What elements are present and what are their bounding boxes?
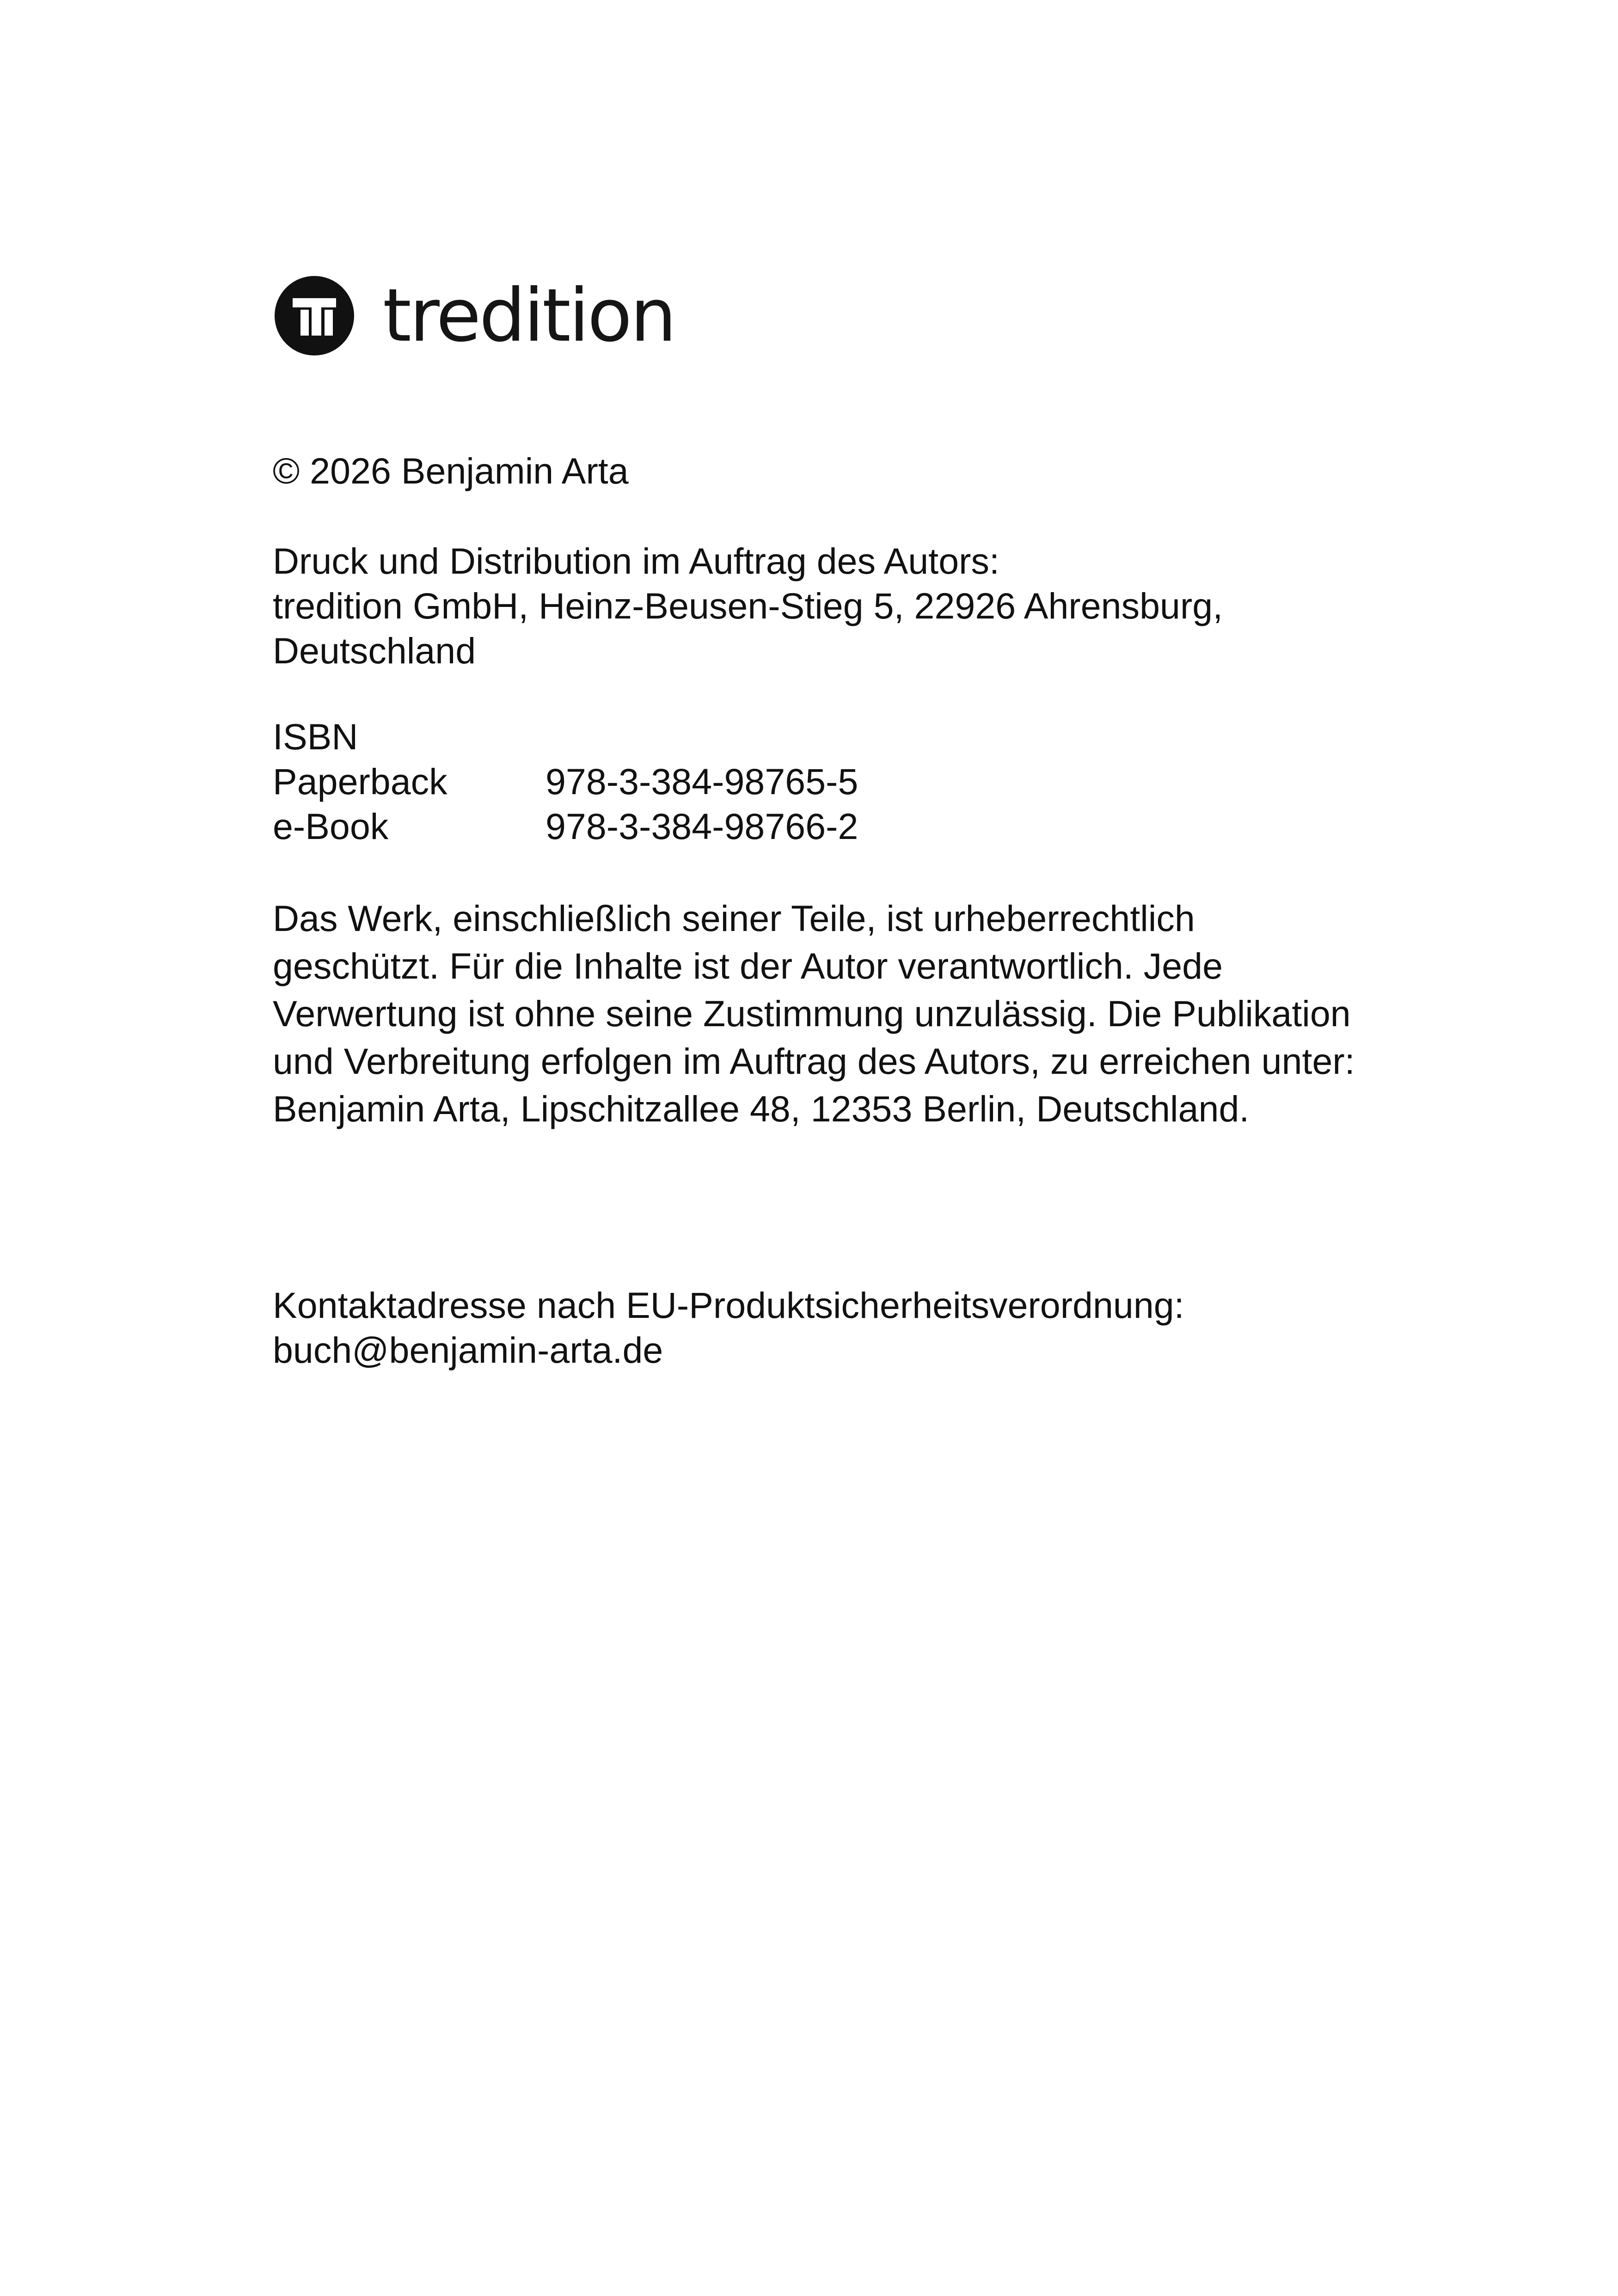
contact-info bbox=[273, 1283, 1359, 1372]
tredition-circle-logo-icon bbox=[273, 274, 356, 357]
isbn-row-paperback bbox=[273, 759, 1359, 804]
isbn-section bbox=[273, 714, 1359, 849]
publisher-info bbox=[273, 539, 1359, 673]
publisher-line-1: Druck und Distribution im Auftrag des Autors: bbox=[273, 540, 999, 582]
isbn-type-paperback: Paperback bbox=[273, 761, 447, 802]
isbn-row-ebook bbox=[273, 804, 1359, 849]
contact-label: Kontaktadresse nach EU-Produktsicherheitsverordnung: bbox=[273, 1285, 1184, 1326]
legal-text: Das Werk, einschließlich seiner Teile, ist urheberrechtlich geschützt. Für die Inhalte ist der Autor verantwortlich. Jede Verwertung ist ohne seine Zustimmung unzulässig. Die Publikation und Verbreitung erfolgen im Auftrag des Autors, zu erreichen unter: Benjamin Arta, Lipschitzallee 48, 12353 Berlin, Deutschland. bbox=[273, 898, 1355, 1129]
publisher-line-2: tredition GmbH, Heinz-Beusen-Stieg 5, 22926 Ahrensburg, bbox=[273, 585, 1223, 626]
tredition-logo bbox=[273, 273, 675, 358]
contact-email: buch@benjamin-arta.de bbox=[273, 1329, 663, 1371]
copyright-notice bbox=[273, 448, 1359, 493]
logo-wordmark: tredition bbox=[383, 273, 675, 358]
isbn-number-ebook: 978-3-384-98766-2 bbox=[545, 806, 858, 847]
isbn-number-paperback: 978-3-384-98765-5 bbox=[545, 761, 858, 802]
isbn-type-ebook: e-Book bbox=[273, 806, 389, 847]
copyright-text: © 2026 Benjamin Arta bbox=[273, 450, 629, 491]
legal-notice bbox=[273, 894, 1364, 1133]
publisher-line-3: Deutschland bbox=[273, 630, 476, 671]
isbn-heading: ISBN bbox=[273, 716, 358, 757]
